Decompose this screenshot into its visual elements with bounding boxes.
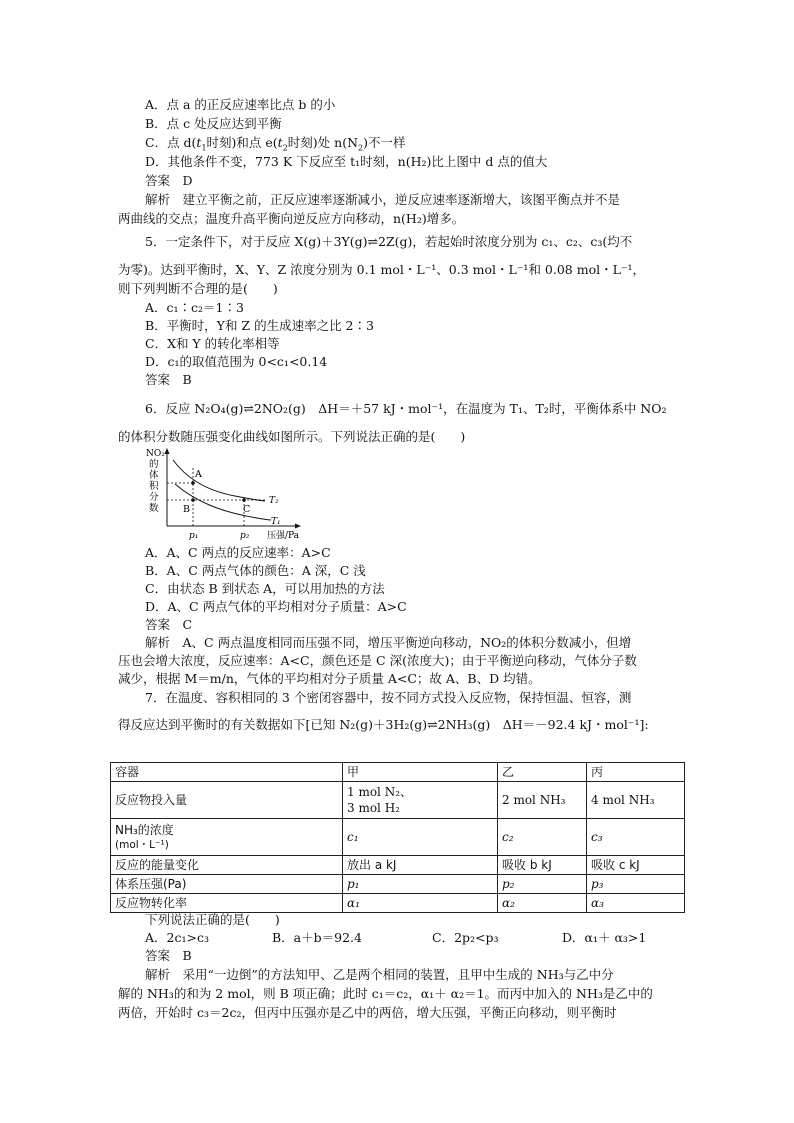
table-row	[111, 819, 685, 856]
figure-ylabel-line: 数	[149, 503, 159, 514]
table-cell: 反应物转化率	[111, 894, 343, 913]
table-header-row	[111, 763, 685, 782]
q7-answer: 答案 B	[145, 948, 192, 963]
tick-p1: p₁	[189, 531, 199, 541]
curve-t2	[173, 460, 265, 501]
q4-option-c: C．点 $d(t_1$时刻)和点 $e(t_2$时刻)处 $n(N_2)$不一样	[145, 135, 406, 153]
q6-option-b: B．A、C 两点气体的颜色：A 深，C 浅	[145, 563, 366, 578]
table-cell: p₁	[343, 875, 498, 894]
table-cell: 反应物投入量	[111, 782, 343, 819]
q7-option-c: C．2p₂<p₃	[432, 930, 499, 945]
table-cell-line: 3 mol H₂	[347, 801, 400, 815]
table-cell: 乙	[498, 763, 587, 782]
q6-explanation-line2: 压也会增大浓度，反应速率：A<C，颜色还是 C 深(浓度大)；由于平衡逆向移动，气体分子数	[118, 653, 637, 668]
q4-explanation-line2: 两曲线的交点；温度升高平衡向逆反应方向移动，n(H₂)增多。	[118, 211, 465, 226]
figure-ylabel-line: NO₂	[146, 449, 165, 459]
table-cell: α₃	[587, 894, 685, 913]
q5-answer: 答案 B	[145, 372, 192, 387]
table-cell: c₃	[587, 819, 685, 856]
curve-t2-label: T₂	[269, 496, 279, 506]
figure-ylabel-line: 分	[149, 492, 159, 503]
table-cell: 甲	[343, 763, 498, 782]
table-cell: 反应的能量变化	[111, 856, 343, 875]
q6-option-d: D．A、C 两点气体的平均相对分子质量：A>C	[145, 599, 407, 614]
q5-option-a: A．c₁∶c₂＝1∶3	[145, 300, 244, 315]
point-b-dot	[191, 498, 195, 502]
table-cell: α₂	[498, 894, 587, 913]
q7-explanation-line1: 解析 采用“一边倒”的方法知甲、乙是两个相同的装置，且甲中生成的 NH₃与乙中分	[145, 967, 614, 982]
figure-y-arrow	[165, 448, 170, 454]
q7-option-a: A．2c₁>c₃	[145, 930, 209, 945]
table-cell-line: NH₃的浓度	[115, 823, 174, 837]
figure-ylabel-line: 体	[149, 470, 159, 481]
q7-explanation-line3: 两倍，开始时 c₃＝2c₂，但丙中压强亦是乙中的两倍，增大压强，平衡正向移动，则平衡时	[118, 1005, 617, 1020]
table-cell: 4 mol NH₃	[587, 782, 685, 819]
q6-figure	[145, 446, 315, 542]
q4-explanation-line1: 解析 建立平衡之前，正反应速率逐渐减小，逆反应速率逐渐增大，该图平衡点并不是	[145, 192, 621, 207]
q7-question: 下列说法正确的是( )	[145, 912, 280, 927]
table-row	[111, 782, 685, 819]
table-cell: 吸收 c kJ	[587, 856, 685, 875]
q6-option-c: C．由状态 B 到状态 A，可以用加热的方法	[145, 581, 385, 596]
table-cell: c₂	[498, 819, 587, 856]
figure-ylabel-line: 的	[149, 459, 159, 470]
table-cell-line: 1 mol N₂、	[347, 785, 413, 799]
figure-xlabel: 压强/Pa	[267, 531, 300, 541]
q6-stem-line1: 6．反应 N₂O₄(g)⇌2NO₂(g) ΔH＝＋57 kJ・mol⁻¹，在温度为 T₁、T₂时，平衡体系中 NO₂	[145, 401, 667, 416]
q6-explanation-line3: 减少，根据 M＝m/n，气体的平均相对分子质量 A<C；故 A、B、D 均错。	[118, 671, 541, 686]
q4-option-d: D．其他条件不变，773 K 下反应至 t₁时刻，n(H₂)比上图中 d 点的值大	[145, 154, 548, 169]
q7-explanation-line2: 解的 NH₃的和为 2 mol，则 B 项正确；此时 c₁＝c₂，α₁＋ α₂＝1。而丙中加入的 NH₃是乙中的	[118, 986, 653, 1001]
table-cell	[111, 819, 343, 856]
table-cell: 体系压强(Pa)	[111, 875, 343, 894]
q5-stem-line2: 为零)。达到平衡时，X、Y、Z 浓度分别为 0.1 mol・L⁻¹、0.3 mol・L⁻¹和 0.08 mol・L⁻¹，	[118, 262, 646, 277]
point-c-dot	[242, 498, 246, 502]
q4-option-b: B．点 c 处反应达到平衡	[145, 116, 282, 131]
q6-answer: 答案 C	[145, 617, 193, 632]
q5-option-d: D．c₁的取值范围为 0<c₁<0.14	[145, 354, 328, 369]
point-b-label: B	[183, 504, 190, 515]
q4-answer: 答案 D	[145, 173, 193, 188]
point-c-label: C	[243, 504, 251, 515]
q6-stem-line2: 的体积分数随压强变化曲线如图所示。下列说法正确的是( )	[118, 429, 466, 444]
figure-ylabel-line: 积	[149, 481, 159, 492]
table-cell: c₁	[343, 819, 498, 856]
q7-data-table	[110, 762, 685, 913]
tick-p2: p₂	[240, 531, 250, 541]
q5-stem-line3: 则下列判断不合理的是( )	[118, 281, 278, 296]
q4-option-a: A．点 a 的正反应速率比点 b 的小	[145, 97, 336, 112]
table-cell: 容器	[111, 763, 343, 782]
q6-option-a: A．A、C 两点的反应速率：A>C	[145, 545, 331, 560]
point-a-dot	[191, 481, 195, 485]
q5-option-c: C．X和 Y 的转化率相等	[145, 336, 280, 351]
figure-x-arrow	[295, 524, 301, 529]
q5-stem-line1: 5．一定条件下，对于反应 X(g)＋3Y(g)⇌2Z(g)，若起始时浓度分别为 c₁、c₂、c₃(均不	[145, 234, 633, 249]
q7-option-b: B．a＋b＝92.4	[272, 930, 362, 945]
curve-t1-label: T₁	[271, 517, 281, 527]
table-cell: 2 mol NH₃	[498, 782, 587, 819]
table-cell: p₂	[498, 875, 587, 894]
point-a-label: A	[195, 469, 202, 480]
q7-stem-line1: 7．在温度、容积相同的 3 个密闭容器中，按不同方式投入反应物，保持恒温、恒容，测	[145, 690, 632, 705]
q5-option-b: B．平衡时，Y和 Z 的生成速率之比 2∶3	[145, 318, 374, 333]
table-row	[111, 875, 685, 894]
table-cell: 丙	[587, 763, 685, 782]
table-cell	[343, 782, 498, 819]
table-cell: p₃	[587, 875, 685, 894]
q7-stem-line2: 得反应达到平衡时的有关数据如下[已知 N₂(g)＋3H₂(g)⇌2NH₃(g) ΔH＝－92.4 kJ・mol⁻¹]:	[118, 717, 649, 732]
table-cell: α₁	[343, 894, 498, 913]
table-row	[111, 856, 685, 875]
table-cell: 放出 a kJ	[343, 856, 498, 875]
q7-option-d: D．α₁＋ α₃>1	[562, 930, 647, 945]
table-cell: 吸收 b kJ	[498, 856, 587, 875]
table-row	[111, 894, 685, 913]
q6-explanation-line1: 解析 A、C 两点温度相同而压强不同，增压平衡逆向移动，NO₂的体积分数减小，但增	[145, 635, 632, 650]
table-cell-line: (mol・L⁻¹)	[115, 839, 169, 851]
